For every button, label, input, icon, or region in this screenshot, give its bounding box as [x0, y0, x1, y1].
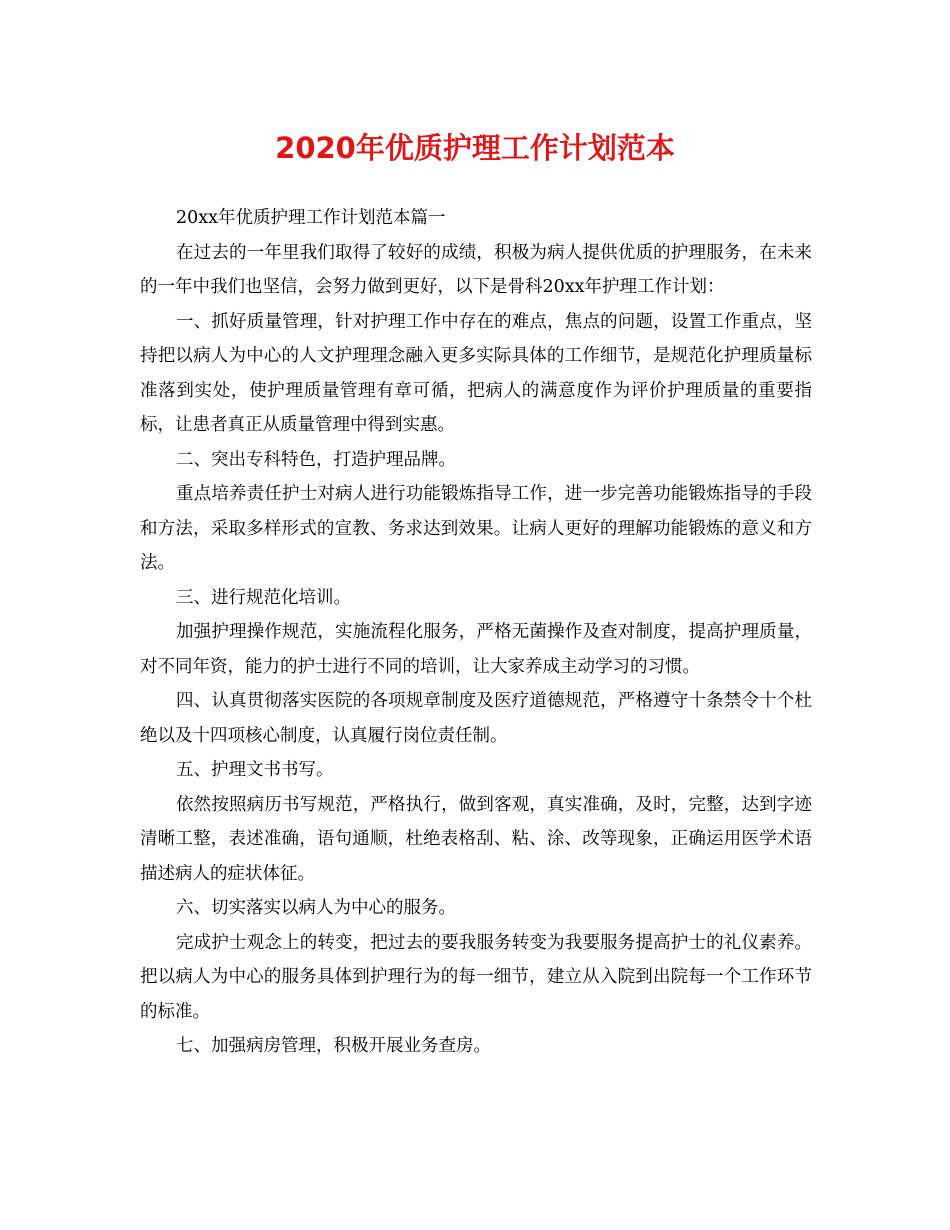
- paragraph-item-1: 一、抓好质量管理，针对护理工作中存在的难点，焦点的问题，设置工作重点，坚持把以病人为中心的人文护理理念融入更多实际具体的工作细节，是规范化护理质量标准落到实处，使护理质量管理有章可循，把病人的满意度作为评价护理质量的重要指标，让患者真正从质量管理中得到实惠。: [140, 311, 812, 435]
- paragraph-item-6-heading: 六、切实落实以病人为中心的服务。: [176, 898, 456, 918]
- paragraph-item-3-body: 加强护理操作规范，实施流程化服务，严格无菌操作及查对制度，提高护理质量，对不同年资，能力的护士进行不同的培训，让大家养成主动学习的习惯。: [140, 622, 812, 677]
- paragraph-item-2-body: 重点培养责任护士对病人进行功能锻炼指导工作，进一步完善功能锻炼指导的手段和方法，采取多样形式的宣教、务求达到效果。让病人更好的理解功能锻炼的意义和方法。: [140, 484, 812, 573]
- paragraph-item-5-heading: 五、护理文书书写。: [176, 760, 334, 780]
- paragraph-item-5-body: 依然按照病历书写规范，严格执行，做到客观，真实准确，及时，完整，达到字迹清晰工整，表述准确，语句通顺，杜绝表格刮、粘、涂、改等现象，正确运用医学术语描述病人的症状体征。: [140, 794, 812, 884]
- paragraph-intro: 在过去的一年里我们取得了较好的成绩，积极为病人提供优质的护理服务，在未来的一年中我们也坚信，会努力做到更好，以下是骨科20xx年护理工作计划：: [140, 242, 812, 297]
- paragraph-heading: 20xx年优质护理工作计划范本篇一: [176, 208, 446, 228]
- document-title: 2020年优质护理工作计划范本: [275, 131, 675, 165]
- paragraph-item-4: 四、认真贯彻落实医院的各项规章制度及医疗道德规范，严格遵守十条禁令十个杜绝以及十四项核心制度，认真履行岗位责任制。: [140, 691, 812, 746]
- paragraph-item-2-heading: 二、突出专科特色，打造护理品牌。: [176, 449, 456, 470]
- paragraph-item-7-heading: 七、加强病房管理，积极开展业务查房。: [176, 1036, 491, 1056]
- paragraph-item-6-body: 完成护士观念上的转变，把过去的要我服务转变为我要服务提高护士的礼仪素养。把以病人为中心的服务具体到护理行为的每一细节，建立从入院到出院每一个工作环节的标准。: [140, 932, 812, 1022]
- paragraph-item-3-heading: 三、进行规范化培训。: [176, 587, 351, 608]
- document-body: [140, 201, 812, 1064]
